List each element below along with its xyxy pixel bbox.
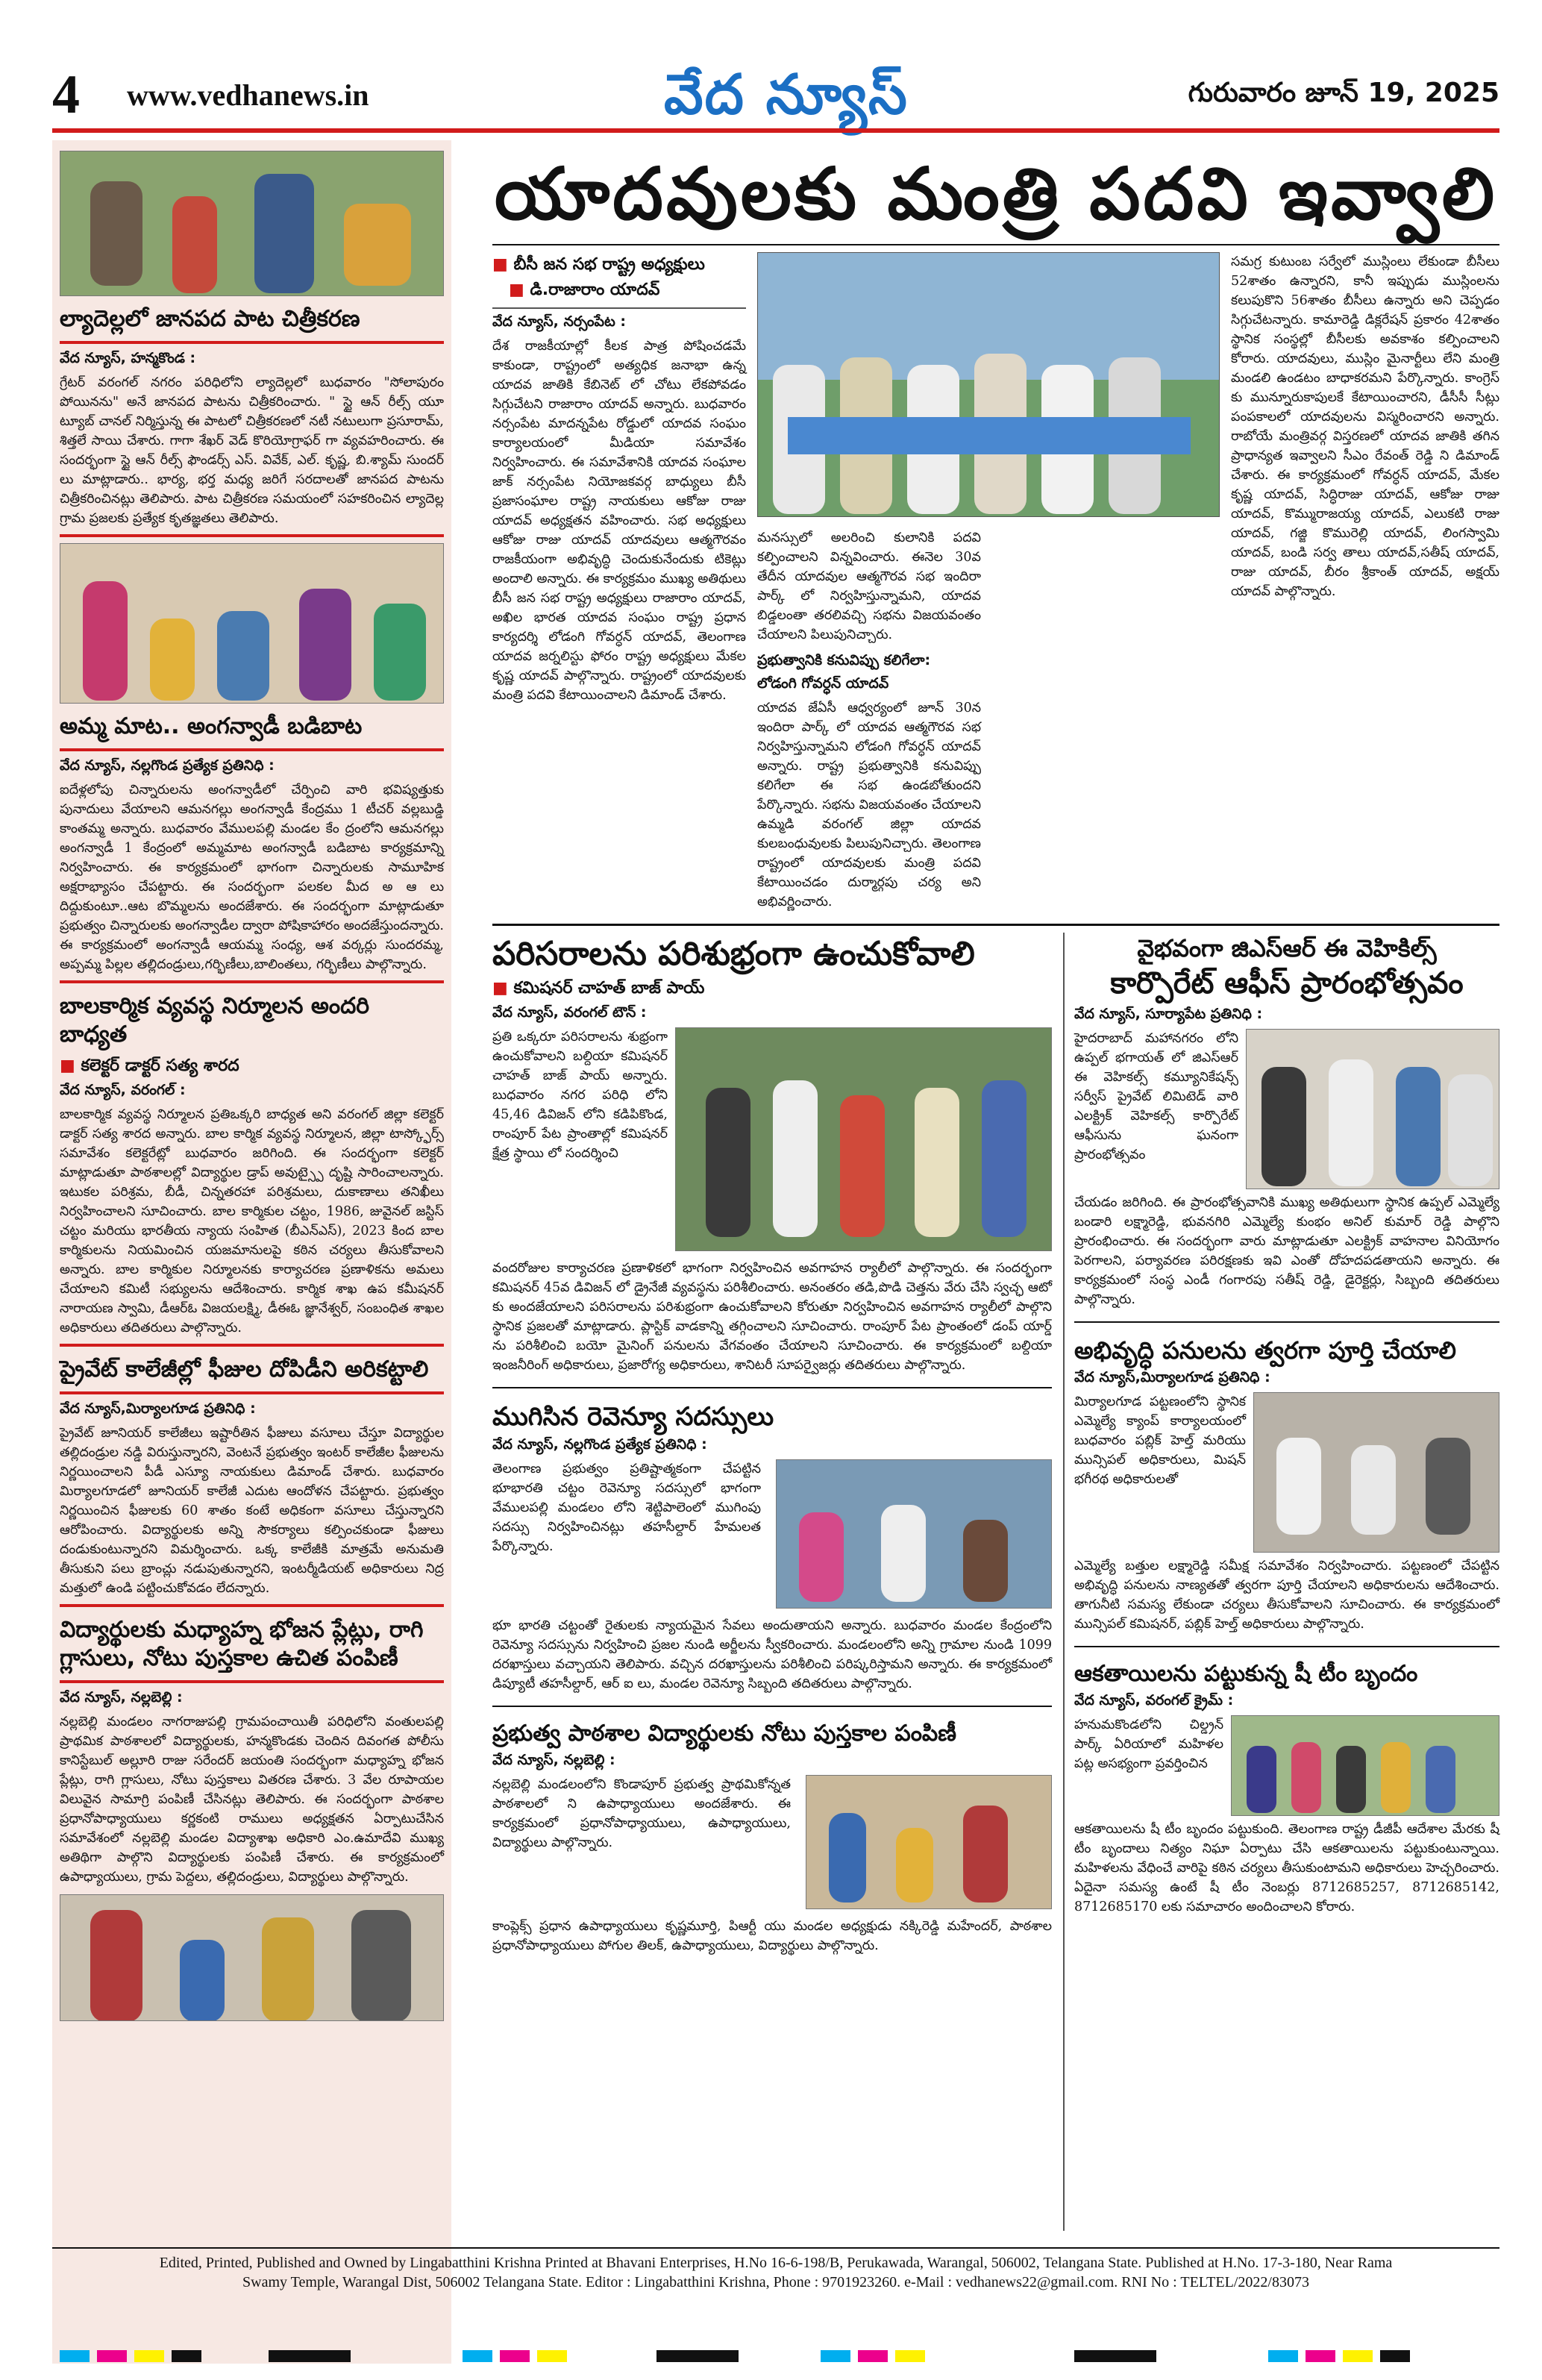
story-body: వందరోజుల కార్యాచరణ ప్రణాళికలో భాగంగా నిర్వహించిన అవగాహన ర్యాలీలో పాల్గొన్నారు. ఈ సందర్భంగా కమిషనర్ 45వ డివిజన్ లో డ్రైనేజీ వ్యవస్థను పరిశీలించారు. అనంతరం తడి,పొడి చెత్తను వేరు చేసి స్వచ్ఛ ఆటో కు అందజేయాలని పరిసరాలను పరిశుభ్రంగా ఉంచుకోవాలని కోరుతూ నిర్వహించిన అవగాహన ర్యాలీలో పాల్గొని స్థానిక ప్రజలతో మాట్లాడారు. ప్లాస్టిక్ వాడకాన్ని తగ్గించాలని సూచించారు. రాంపూర్ పేట ప్రాంతంలో డంప్ యార్డ్ ను పరిశీలించి బయో మైనింగ్ పనులను వేగవంతం చేయాలని సూచించారు. ఈ కార్యక్రమంలో బల్దియా ఇంజనీరింగ్ అధికారులు, ప్రజారోగ్య అధికారులు, శానిటరీ సూపర్వైజర్లు తదితరులు పాల్గొన్నారు. — [492, 1261, 1052, 1373]
story-headline: అమ్మ మాట.. అంగన్వాడీ బడిబాట — [60, 713, 363, 739]
story-body: మిర్యాలగూడ పట్టణంలోని స్థానిక ఎమ్మెల్యే క్యాంప్ కార్యాలయంలో బుధవారం పబ్లిక్ హెల్త్ మరియు మున్సిపల్ అధికారులు, మిషన్ భగీరథ అధికారులతో — [1074, 1394, 1246, 1487]
byline: ■ కలెక్టర్ డాక్టర్ సత్య శారద — [60, 1056, 444, 1079]
byline-name: ■ డి.రాజారాం యాదవ్ — [492, 281, 746, 303]
byline: ■ బీసీ జన సభ రాష్ట్ర అధ్యక్షులు — [492, 255, 746, 278]
column-rule — [1063, 933, 1065, 2231]
imprint-line: Swamy Temple, Warangal Dist, 506002 Telangana State. Editor : Lingabatthini Krishna, Phone : 9701923260. e-Mail : vedhanews22@gmail.com. RNI No : TELTEL/2022/83073 — [242, 2274, 1309, 2290]
dateline: వేద న్యూస్, హన్మకొండ : — [60, 350, 196, 366]
dateline: వేద న్యూస్, వరంగల్ క్రైమ్ : — [1074, 1692, 1234, 1709]
story-body: మనస్సులో అలరించి కులానికి పదవి కల్పించాలని విన్నవించారు. ఈనెల 30వ తేదీన యాదవుల ఆత్మగౌరవ సభ ఇందిరా పార్క్ లో నిర్వహిస్తున్నామని, యాదవ బిడ్డలంతా తరలివచ్చి సభను విజయవంతం చేయాలని పిలుపునిచ్చారు. — [757, 530, 981, 642]
story-body: సమగ్ర కుటుంబ సర్వేలో ముస్లింలు లేకుండా బీసీలు 52శాతం ఉన్నారని, కానీ ఇప్పుడు ముస్లింలను కలుపుకొని 56శాతం బీసీలు ఉన్నారు అని చెప్పడం సిగ్గుచేటన్నారు. కామారెడ్డి డిక్లరేషన్ ప్రకారం 42శాతం స్థానిక సంస్థల్లో బీసీలకు అవకాశం కల్పించాలని కోరారు. యాదవులు, ముస్లిం మైనార్టీలు లేని మంత్రి మండలి ఉండటం బాధాకరమని పేర్కొన్నారు. కాంగ్రెస్ కు మున్నూరుకాపులకే కేటాయించారని, డీసీసీ సీట్లు పంపకాలలో యాదవులను విస్మరించారని అన్నారు. రాబోయే మంత్రివర్గ విస్తరణలో యాదవ జాతికి తగిన ప్రాధాన్యత ఇవ్వాలని సీఎం రేవంత్ రెడ్డి ని డిమాండ్ చేశారు. ఈ కార్యక్రమంలో గోవర్ధన్ యాదవ్, మేకల కృష్ణ యాదవ్, సిద్ధిరాజు యాదవ్, ఆకోజు రాజు యాదవ్, కొమ్మురాజయ్య యాదవ్, ఎలుకటి రాజు యాదవ్, గజ్జి కొమురెల్లి యాదవ్, లింగస్వామి యాదవ్, బండి సర్వ తాలు యాదవ్,సతీష్ యాదవ్, రాజు యాదవ్, బీరం శ్రీకాంత్ యాదవ్, అక్షయ్ యాదవ్ పాల్గొన్నారు. — [1231, 254, 1499, 599]
photo-jsr-office — [1246, 1029, 1499, 1189]
story-headline: ల్యాదెల్లలో జానపద పాట చిత్రీకరణ — [60, 306, 360, 332]
story-body: యాదవ జేఏసీ ఆధ్వర్యంలో జూన్ 30న ఇందిరా పార్క్ లో యాదవ ఆత్మగౌరవ సభ నిర్వహిస్తున్నామని లోడంగి గోవర్ధన్ యాదవ్ అన్నారు. రాష్ట్ర ప్రభుత్వానికి కనువిప్పు కలిగేలా ఈ సభ ఉండబోతుందని పేర్కొన్నారు. సభను విజయవంతం చేయాలని ఉమ్మడి వరంగల్ జిల్లా యాదవ కులబంధువులకు పిలుపునిచ్చారు. తెలంగాణ రాష్ట్రంలో యాదవులకు మంత్రి పదవి కేటాయించడం దుర్మార్గపు చర్య అని అభివర్ణించారు. — [757, 701, 981, 909]
story-body: ప్రతి ఒక్కరూ పరిసరాలను శుభ్రంగా ఉంచుకోవాలని బల్దియా కమిషనర్ చాహత్ బాజ్ పాయ్ అన్నారు. బుధవారం నగర పరిధి లోని 45,46 డివిజన్ లోని కడిపికొండ, రాంపూర్ పేట ప్రాంతాల్లో కమిషనర్ క్షేత్ర స్థాయి లో సందర్శించి — [492, 1030, 668, 1161]
story-body: ఆకతాయిలను షీ టీం బృందం పట్టుకుంది. తెలంగాణ రాష్ట్ర డీజీపీ ఆదేశాల మేరకు షీ టీం బృందాలు నిత్యం నిఘా ఏర్పాటు చేసి ఆకతాయిలను పట్టుకుంటున్నాయి. మహిళలను వేధించే వారిపై కఠిన చర్యలు తీసుకుంటామని అధికారులు హెచ్చరించారు. ఏదైనా సమస్య ఉంటే షీ టీం నెంబర్లు 8712685257, 8712685142, 8712685170 లకు సమాచారం అందించాలని కోరారు. — [1074, 1822, 1499, 1914]
issue-date: గురువారం జూన్ 19, 2025 — [1188, 78, 1499, 108]
story-body: హనుమకొండలోని చిల్డ్రన్ పార్క్ ఏరియాలో మహిళల పట్ల అసభ్యంగా ప్రవర్తించిన — [1074, 1717, 1223, 1771]
divider — [60, 1604, 444, 1607]
story-headline: విద్యార్థులకు మధ్యాహ్న భోజన ప్లేట్లు, రాగి గ్లాసులు, నోటు పుస్తకాల ఉచిత పంపిణీ — [60, 1617, 424, 1671]
left-column — [52, 140, 451, 2364]
story-body: గ్రేటర్ వరంగల్ నగరం పరిధిలోని ల్యాదెల్లలో బుధవారం "సోలాపురం పోయినను" అనే జానపద పాటను చిత్రీకరించారు. " స్టై ఆన్ రీల్స్ యూ ట్యూబ్ చానల్ నిర్మిస్తున్న ఈ పాటలో చిత్రీకరణలో నటీ నటులుగా ప్రసూరామ్, శిత్తలే సాయి చేశారు. గాగా శేఖర్ వెడ్ కొరియోగ్రాఫర్ గా వ్యవహరించారు. ఈ సందర్భంగా స్టై ఆన్ రీల్స్ ఫౌండర్స్ ఎస్. వివేక్, ఎల్. కృష్ణ, బి.శ్యామ్ సుందర్ లు మాట్లాడారు.. భార్య, భర్త మధ్య జరిగే సరదాలతో జానపద పాటను చిత్రీకరించినట్లు తెలిపారు. పాట చిత్రీకరణ సమయంలో సహకరించిన ల్యాదెల్ల గ్రామ ప్రజలకు ప్రత్యేక కృతజ్ఞతలు తెలిపారు. — [60, 375, 444, 526]
byline: ■ కమిషనర్ చాహత్ బాజ్ పాయ్ — [492, 979, 1052, 1001]
story-headline: ప్రైవేట్ కాలేజీల్లో ఫీజుల దోపిడీని అరికట్టాలి — [60, 1356, 429, 1382]
masthead-rule — [52, 128, 1499, 133]
dateline: వేద న్యూస్, వరంగల్ టౌన్ : — [492, 1004, 647, 1021]
story-body: బాలకార్మిక వ్యవస్థ నిర్మూలన ప్రతిఒక్కరి బాధ్యత అని వరంగల్ జిల్లా కలెక్టర్ డాక్టర్ సత్య శారద అన్నారు. బాల కార్మిక వ్యవస్థ నిర్మూలన, జిల్లా టాస్క్ఫోర్స్ సమావేశం కలెక్టరేట్లో బుధవారం జరిగింది. ఈ సందర్భంగా కలెక్టర్ మాట్లాడుతూ పాఠశాలల్లో విద్యార్థుల డ్రాప్ అవుట్స్పై దృష్టి సారించాలన్నారు. ఇటుకల పరిశ్రమ, బీడీ, చిన్నతరహా పరిశ్రమలు, దుకాణాలు తనిఖీలు నిర్వహించాలని సూచించారు. బాల కార్మికుల చట్టం, 1986, జువైనల్ జస్టిస్ చట్టం మరియు భారతీయ న్యాయ సంహిత (బీఎన్ఎస్), 2023 కింద బాల కార్మికులను నియమించిన యజమానులపై కఠిన చర్యలు తీసుకోవాలని అన్నారు. బాల కార్మికుల నిర్మూలనకు కార్యాచరణ ప్రణాళికను అమలు చేయాలని కమిటీ సభ్యులను ఆదేశించారు. కార్మిక శాఖ ఉప కమీషనర్ నారాయణ స్వామి, డీఆర్ఓ విజయలక్ష్మి, డీఈఓ జ్ఞానేశ్వర్, సంబంధిత శాఖల అధికారులు తదితరులు పాల్గొన్నారు. — [60, 1107, 444, 1335]
imprint — [52, 2253, 1499, 2292]
dateline: వేద న్యూస్, సూర్యాపేట ప్రతినిధి : — [1074, 1006, 1263, 1022]
sanitation-story — [492, 933, 1052, 2231]
brand-logo: వేద న్యూస్ — [664, 63, 909, 127]
imprint-line: Edited, Printed, Published and Owned by Lingabatthini Krishna Printed at Bhavani Enterprises, H.No 16-6-198/B, Perukawada, Warangal, 506002, Telangana State. Published at H.No. 17-3-180, Near Rama — [159, 2255, 1393, 2271]
photo-books — [806, 1775, 1052, 1909]
divider — [60, 1680, 444, 1683]
story-body: ఎమ్మెల్యే బత్తుల లక్ష్మారెడ్డి సమీక్ష సమావేశం నిర్వహించారు. పట్టణంలో చేపట్టిన అభివృద్ధి పనులను నాణ్యతతో త్వరగా పూర్తి చేయాలని అధికారులను ఆదేశించారు. తాగునీటి సమస్య లేకుండా చర్యలు తీసుకోవాలని సూచించారు. ఈ కార్యక్రమంలో మున్సిపల్ కమిషనర్, పబ్లిక్ హెల్త్ అధికారులు పాల్గొన్నారు. — [1074, 1559, 1499, 1632]
photo-folk-song — [60, 151, 444, 296]
story-headline: అభివృద్ధి పనులను త్వరగా పూర్తి చేయాలి — [1074, 1336, 1456, 1365]
subhead: లోడంగి గోవర్ధన్ యాదవ్ — [757, 675, 889, 692]
dateline: వేద న్యూస్, వరంగల్ : — [60, 1082, 186, 1098]
story-body: కాంప్లెక్స్ ప్రధాన ఉపాధ్యాయులు కృష్ణమూర్తి, పిఆర్టీ యు మండల అధ్యక్షుడు నక్కిరెడ్డి మహేందర్, పాఠశాల ప్రధానోపాధ్యాయులు పోగుల తిలక్, ఉపాధ్యాయులు, విద్యార్థులు పాల్గొన్నారు. — [492, 1919, 1052, 1953]
story-headline: బాలకార్మిక వ్యవస్థ నిర్మూలన అందరి బాధ్యత — [60, 993, 370, 1047]
story-body: తెలంగాణ ప్రభుత్వం ప్రతిష్టాత్మకంగా చేపట్టిన భూభారతి చట్టం రెవెన్యూ సదస్సులో భాగంగా వేములపల్లి మండలం లోని శెట్టిపాలెంలో ముగింపు సదస్సు నిర్వహించినట్లు తహసీల్దార్ హేమలత పేర్కొన్నారు. — [492, 1462, 761, 1554]
dateline: వేద న్యూస్, నర్సంపేట : — [492, 313, 626, 330]
divider — [60, 748, 444, 751]
dateline: వేద న్యూస్,మిర్యాలగూడ ప్రతినిధి : — [1074, 1369, 1270, 1385]
photo-review-meeting — [1253, 1392, 1499, 1553]
dateline: వేద న్యూస్,మిర్యాలగూడ ప్రతినిధి : — [60, 1400, 256, 1417]
lead-story — [492, 252, 1499, 924]
right-stories — [1074, 933, 1499, 2231]
dateline: వేద న్యూస్, నల్లబెల్లి : — [492, 1752, 615, 1768]
divider — [60, 341, 444, 344]
section-rule — [492, 1706, 1052, 1707]
photo-revenue — [776, 1459, 1052, 1609]
dateline: వేద న్యూస్, నల్లబెల్లి : — [60, 1689, 183, 1706]
masthead — [52, 63, 1499, 127]
lead-headline: యాదవులకు మంత్రి పదవి ఇవ్వాలి — [492, 153, 1499, 245]
photo-sanitation — [675, 1027, 1052, 1251]
story-headline: కార్పొరేట్ ఆఫీస్ ప్రారంభోత్సవం — [1110, 966, 1464, 1000]
story-body: హైదరాబాద్ మహానగరం లోని ఉప్పల్ భగాయత్ లో జిఎస్ఆర్ ఈ వెహికల్స్ కమ్యూనికేషన్స్ సర్వీస్ ప్రైవేట్ లిమిటెడ్ వారి ఎలక్ట్రిక్ వెహికల్స్ కార్పొరేట్ ఆఫీసును ఘనంగా ప్రారంభోత్సవం — [1074, 1031, 1238, 1162]
story-body: భూ భారతి చట్టంతో రైతులకు న్యాయమైన సేవలు అందుతాయని అన్నారు. బుధవారం మండల కేంద్రంలోని రెవెన్యూ సదస్సును నిర్వహించి ప్రజల నుండి అర్జీలను స్వీకరించారు. మండలంలోని అన్ని గ్రామాల నుండి 1099 దరఖాస్తులు వచ్చాయని తెలిపారు. వచ్చిన దరఖాస్తులను పరిశీలించి పరిష్కరిస్తామని అన్నారు. ఈ కార్యక్రమంలో డిప్యూటీ తహసీల్దార్, ఆర్ ఐ లు, మండల రెవెన్యూ సిబ్బంది తదితరులు పాల్గొన్నారు. — [492, 1618, 1052, 1691]
divider — [60, 1344, 444, 1347]
page-number: 4 — [52, 64, 80, 125]
section-rule — [492, 1387, 1052, 1388]
subhead: ప్రభుత్వానికి కనువిప్పు కలిగేలా: — [757, 652, 931, 668]
section-rule — [1074, 1646, 1499, 1647]
story-headline: పరిసరాలను పరిశుభ్రంగా ఉంచుకోవాలి — [492, 935, 975, 973]
section-rule — [1074, 1321, 1499, 1323]
dateline: వేద న్యూస్, నల్లగొండ ప్రత్యేక ప్రతినిధి : — [60, 757, 275, 774]
story-body: చేయడం జరిగింది. ఈ ప్రారంభోత్సవానికి ముఖ్య అతిథులుగా స్థానిక ఉప్పల్ ఎమ్మెల్యే బండారి లక్ష్మారెడ్డి, భువనగిరి ఎమ్మెల్యే కుంభం అనిల్ కుమార్ రెడ్డి పాల్గొని ప్రారంభించారు. ఈ సందర్భంగా వారు మాట్లాడుతూ ఎలక్ట్రిక్ వాహనాల వినియోగం పెరగాలని, పర్యావరణ పరిరక్షణకు ఇవి ఎంతో దోహదపడతాయని అన్నారు. ఈ కార్యక్రమంలో సంస్థ ఎండీ గంగారపు సతీష్ రెడ్డి, డైరెక్టర్లు, సిబ్బంది తదితరులు పాల్గొన్నారు. — [1074, 1195, 1499, 1307]
divider — [60, 980, 444, 983]
story-body: ఐదేళ్లలోపు చిన్నారులను అంగన్వాడీలో చేర్పించి వారి భవిష్యత్తుకు పునాదులు వేయాలని ఆమనగల్లు అంగన్వాడీ కేంద్రము 1 టీచర్ వల్లబుడ్డి కాంతమ్మ అన్నారు. బుధవారం వేములపల్లి మండల కేం ద్రంలోని ఆమనగల్లు అంగన్వాడీ 1 కేంద్రంలో అమ్మమాట అంగన్వాడీ బడిబాట కార్యక్రమాన్ని నిర్వహించారు. ఈ కార్యక్రమంలో భాగంగా చిన్నారులకు సామూహిక అక్షరాభ్యాసం చేపట్టారు. ఈ సందర్భంగా పలకల మీద అ ఆ లు దిద్దుకుంటూ..ఆట బొమ్మలను అందజేశారు. ఈ సందర్భంగా మాట్లాడుతూ ప్రభుత్వం చిన్నారులకు అంగన్వాడీల ద్వారా పోషికాహారం అందజేస్తుందన్నారు. ఈ కార్యక్రమంలో అంగన్వాడీ ఆయమ్మ సంధ్య, ఆశ వర్కర్లు సుందరమ్మ, అప్పమ్మ పిల్లల తల్లిదండ్రులు,గర్భిణీలు,బాలింతలు, గర్భిణీలు పాల్గొన్నారు. — [60, 783, 444, 972]
story-body: ప్రైవేట్ జూనియర్ కాలేజీలు ఇష్టారీతిన ఫీజులు వసూలు చేస్తూ విద్యార్థుల తల్లిదండ్రుల నడ్డి విరుస్తున్నారని, వెంటనే ప్రభుత్వం ఇంటర్ కాలేజీల ఫీజులను నిర్ణయించాలని పీడీ ఎస్యూ నాయకులు డిమాండ్ చేశారు. బుధవారం మిర్యాలగూడలో జూనియర్ కాలేజీ ఎదుట ఆందోళన చేపట్టారు. ప్రభుత్వం నిర్ణయించిన ఫీజులకు 60 శాతం కంటే అధికంగా వసూలు చేస్తున్నారని ఆరోపించారు. విద్యార్థులకు అన్ని సౌకర్యాలు కల్పించకుండా ఫీజులు దండుకుంటున్నారని విమర్శించారు. ఒక్క కాలేజీకి మాత్రమే అనుమతి తీసుకుని పలు బ్రాంచ్లు నడుపుతున్నారని, ఇంటర్మీడియట్ అధికారులు నిద్ర మత్తులో ఉండి పట్టించుకోవడం లేదన్నారు. — [60, 1426, 444, 1596]
story-body: దేశ రాజకీయాల్లో కీలక పాత్ర పోషించడమే కాకుండా, రాష్ట్రంలో అత్యధిక జనాభా ఉన్న యాదవ జాతికి కేబినెట్ లో చోటు లేకపోవడం సిగ్గుచేటని రాజారాం యాదవ్ అన్నారు. బుధవారం నర్సంపేట మాదన్నపేట రోడ్డులో యాదవ సంఘం కార్యాలయంలో మీడియా సమావేశం నిర్వహించారు. ఈ సమావేశానికి యాదవ సంఘాల జాక్ నర్సంపేట నియోజకవర్గ బాధ్యులు బీసీ ప్రజాసంఘాల రాష్ట్ర నాయకులు ఆకోజు రాజు యాదవ్ అధ్యక్షతన వహించారు. సభ అధ్యక్షులు ఆకోజు రాజు యాదవ్ యాదవులు ఆత్మగౌరవం రాజకీయంగా అభివృద్ధి చెందుకునేందుకు టికెట్లు అందాలి అన్నారు. ఈ కార్యక్రమం ముఖ్య అతిథులు బీసీ జన సభ రాష్ట్ర అధ్యక్షులు రాజారాం యాదవ్, అఖిల భారత యాదవ సంఘం రాష్ట్ర ప్రధాన కార్యదర్శి లోడంగి గోవర్ధన్ యాదవ్, తెలంగాణ యాదవ జర్నలిస్టు ఫోరం రాష్ట్ర అధ్యక్షులు మేకల కృష్ణ యాదవ్ పాల్గొన్నారు. రాష్ట్రంలో యాదవులకు మంత్రి పదవి కేటాయించాలని డిమాండ్ చేశారు. — [492, 339, 746, 703]
story-body: నల్లబెల్లి మండలంలోని కొండాపూర్ ప్రభుత్వ ప్రాథమికోన్నత పాఠశాలలో ని ఉపాధ్యాయులు అందజేశారు. ఈ కార్యక్రమంలో ప్రధానోపాధ్యాయులు, ఉపాధ్యాయులు, విద్యార్థులు పాల్గొన్నారు. — [492, 1777, 791, 1850]
story-headline: ఆకతాయిలను పట్టుకున్న షీ టీం బృందం — [1074, 1661, 1418, 1687]
divider — [60, 534, 444, 537]
divider — [60, 1391, 444, 1394]
story-body: నల్లబెల్లి మండలం నాగరాజుపల్లి గ్రామపంచాయితీ పరిధిలోని వంతులపల్లి ప్రాథమిక పాఠశాలలో విద్యార్థులకు, హన్మకొండకు చెందిన దివంగత పోలీసు కానిస్టేబుల్ అల్లూరి రాజు సరేందర్ జయంతి సందర్భంగా మధ్యాహ్న భోజన ప్లేట్లు, రాగి గ్లాసులు, నోటు పుస్తకాలు వితరణ చేశారు. 3 వేల రూపాయల విలువైన సామాగ్రి పంపిణీ చేసినట్లు తెలిపారు. ఈ సందర్భంగా పాఠశాల ప్రధానోపాధ్యాయులు కర్ణకంటి రాములు అధ్యక్షతన ఏర్పాటుచేసిన సమావేశంలో నల్లబెల్లి మండల విద్యాశాఖ అధికారి ఎం.ఉమాదేవి ముఖ్య అతిథిగా పాల్గొని విద్యార్థులకు పంపిణీ చేశారు. ఈ కార్యక్రమంలో ఉపాధ్యాయులు, గ్రామ పెద్దలు, తల్లిదండ్రులు, విద్యార్థులు పాల్గొన్నారు. — [60, 1714, 444, 1885]
section-rule — [492, 924, 1499, 926]
story-headline: ప్రభుత్వ పాఠశాల విద్యార్థులకు నోటు పుస్తకాల పంపిణీ — [492, 1720, 957, 1747]
site-url[interactable]: www.vedhanews.in — [127, 78, 369, 112]
story-headline: ముగిసిన రెవెన్యూ సదస్సులు — [492, 1402, 774, 1432]
photo-anganwadi — [60, 543, 444, 704]
dateline: వేద న్యూస్, నల్లగొండ ప్రత్యేక ప్రతినిధి : — [492, 1436, 707, 1453]
photo-yadav-meeting — [757, 252, 1220, 517]
story-headline: వైభవంగా జిఎస్ఆర్ ఈ వెహికిల్స్ — [1137, 934, 1437, 962]
photo-school-distribution — [60, 1894, 444, 2021]
photo-she-team — [1231, 1715, 1499, 1816]
footer-rule — [52, 2247, 1499, 2249]
